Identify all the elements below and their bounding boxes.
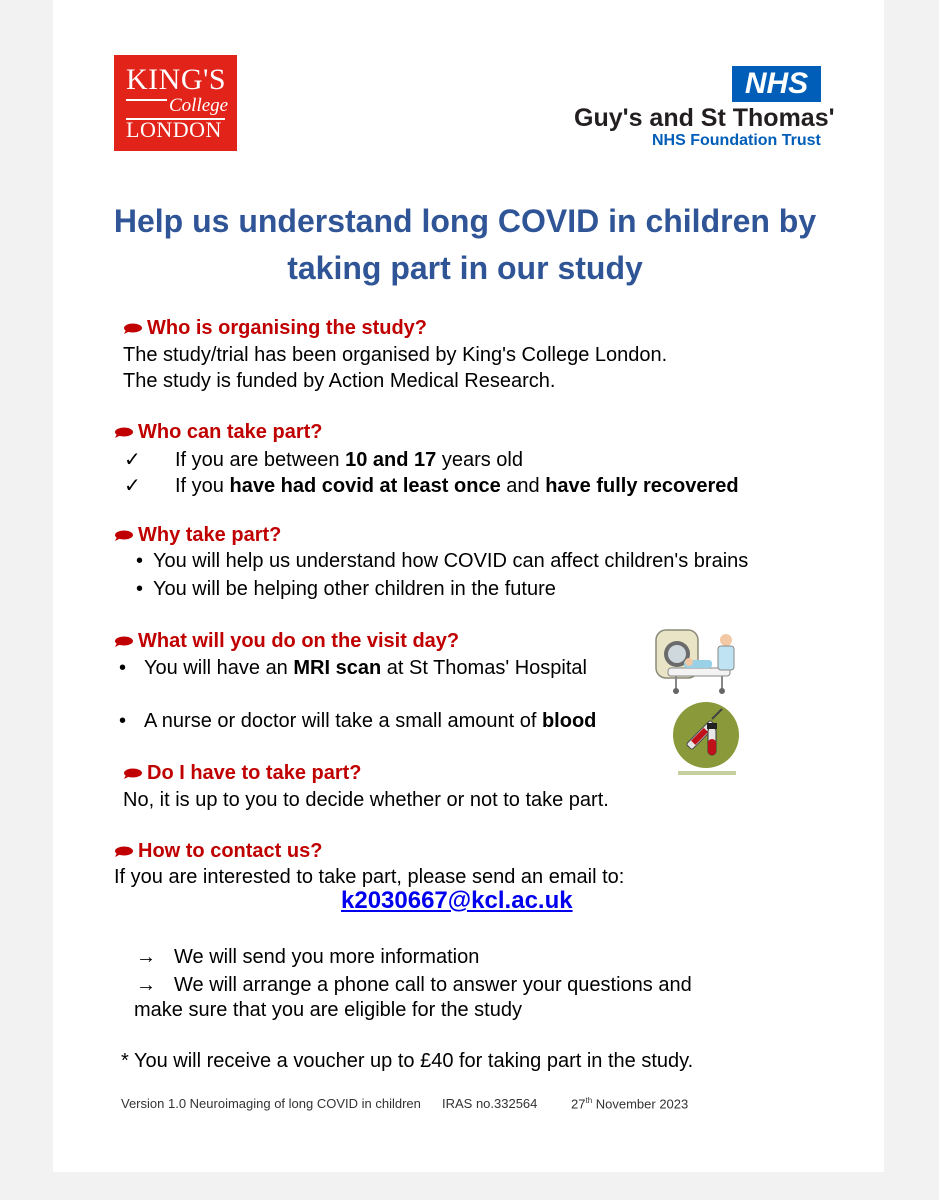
voucher-note: * You will receive a voucher up to £40 for taking part in the study. <box>121 1050 694 1072</box>
nhs-trust-name: NHS Foundation Trust <box>652 132 821 149</box>
why-item-2-text: You will be helping other children in the future <box>153 578 556 600</box>
heading-who <box>114 421 322 444</box>
visit-item-2 <box>119 710 596 733</box>
footer-date-suffix: th <box>585 1096 593 1105</box>
footer-iras-label: IRAS no. <box>442 1096 495 1111</box>
bullet-icon: • <box>119 710 127 732</box>
who-item-2-bold2: have fully recovered <box>545 475 739 497</box>
who-item-1 <box>124 447 523 472</box>
why-item-1 <box>136 550 748 573</box>
contact-email-link[interactable]: k2030667@kcl.ac.uk <box>341 887 573 914</box>
have-to-text: No, it is up to you to decide whether or not to take part. <box>123 789 609 811</box>
heading-have-to-text: Do I have to take part? <box>147 762 362 784</box>
bullet-icon: • <box>119 657 127 679</box>
visit-item-1-text: You will have an <box>144 657 294 679</box>
contact-step-2 <box>136 974 692 997</box>
contact-step-1 <box>136 946 479 969</box>
kcl-logo-line1: KING'S <box>126 63 227 96</box>
speech-bubble-icon <box>114 427 134 437</box>
contact-step-2-cont: make sure that you are eligible for the study <box>134 999 522 1021</box>
contact-step-1-text: We will send you more information <box>174 946 480 968</box>
who-item-1-bold: 10 and 17 <box>345 449 437 471</box>
bullet-icon: • <box>136 550 144 572</box>
blood-test-icon <box>672 701 742 777</box>
speech-bubble-icon <box>114 846 134 856</box>
bullet-icon: • <box>136 578 144 600</box>
who-item-2-mid: and <box>500 475 546 497</box>
heading-organising <box>123 317 427 340</box>
speech-bubble-icon <box>123 768 143 778</box>
footer-version: Version 1.0 Neuroimaging of long COVID in children <box>121 1096 421 1111</box>
heading-visit-text: What will you do on the visit day? <box>138 630 460 652</box>
visit-item-2-bold: blood <box>541 710 597 732</box>
contact-step-2-text: We will arrange a phone call to answer your questions and <box>174 974 692 996</box>
page-title: Help us understand long COVID in children by taking part in our study <box>113 203 817 286</box>
arrow-icon: → <box>136 946 156 968</box>
checkmark-icon: ✓ <box>124 449 141 471</box>
contact-text: If you are interested to take part, please send an email to: <box>114 866 625 888</box>
why-item-1-text: You will help us understand how COVID can affect children's brains <box>153 550 749 572</box>
heading-why-text: Why take part? <box>138 524 282 546</box>
organising-line1: The study/trial has been organised by King's College London. <box>123 344 668 366</box>
heading-why <box>114 524 281 547</box>
who-item-2-bold1: have had covid at least once <box>229 475 501 497</box>
kcl-logo-rule <box>126 99 167 101</box>
checkmark-icon: ✓ <box>124 475 141 497</box>
heading-organising-text: Who is organising the study? <box>147 317 427 339</box>
kcl-logo-line3: LONDON <box>126 117 222 142</box>
footer-date <box>571 1096 688 1111</box>
kcl-logo <box>114 55 237 151</box>
who-item-1-post: years old <box>436 449 523 471</box>
organising-line2: The study is funded by Action Medical Research. <box>123 370 556 392</box>
nhs-logo-badge: NHS <box>732 66 821 102</box>
footer-date-day: 27 <box>571 1096 586 1112</box>
footer-date-rest: November 2023 <box>592 1096 689 1112</box>
speech-bubble-icon <box>123 323 143 333</box>
heading-have-to <box>123 762 362 785</box>
visit-item-2-text: A nurse or doctor will take a small amount of <box>144 710 542 732</box>
heading-contact-text: How to contact us? <box>138 840 323 862</box>
speech-bubble-icon <box>114 530 134 540</box>
who-item-2-text: If you <box>175 475 230 497</box>
heading-visit <box>114 630 459 653</box>
why-item-2 <box>136 578 556 601</box>
who-item-2 <box>124 473 739 498</box>
visit-item-1-bold: MRI scan <box>293 657 382 679</box>
arrow-icon: → <box>136 974 156 996</box>
mri-scanner-icon <box>654 626 740 696</box>
who-item-1-text: If you are between <box>175 449 346 471</box>
nhs-org-name: Guy's and St Thomas' <box>574 104 835 132</box>
kcl-logo-line2: College <box>169 95 229 116</box>
footer-iras-number: 332564 <box>494 1096 538 1111</box>
speech-bubble-icon <box>114 636 134 646</box>
heading-contact <box>114 840 322 863</box>
visit-item-1 <box>119 657 587 680</box>
heading-who-text: Who can take part? <box>138 421 323 443</box>
visit-item-1-post: at St Thomas' Hospital <box>381 657 587 679</box>
